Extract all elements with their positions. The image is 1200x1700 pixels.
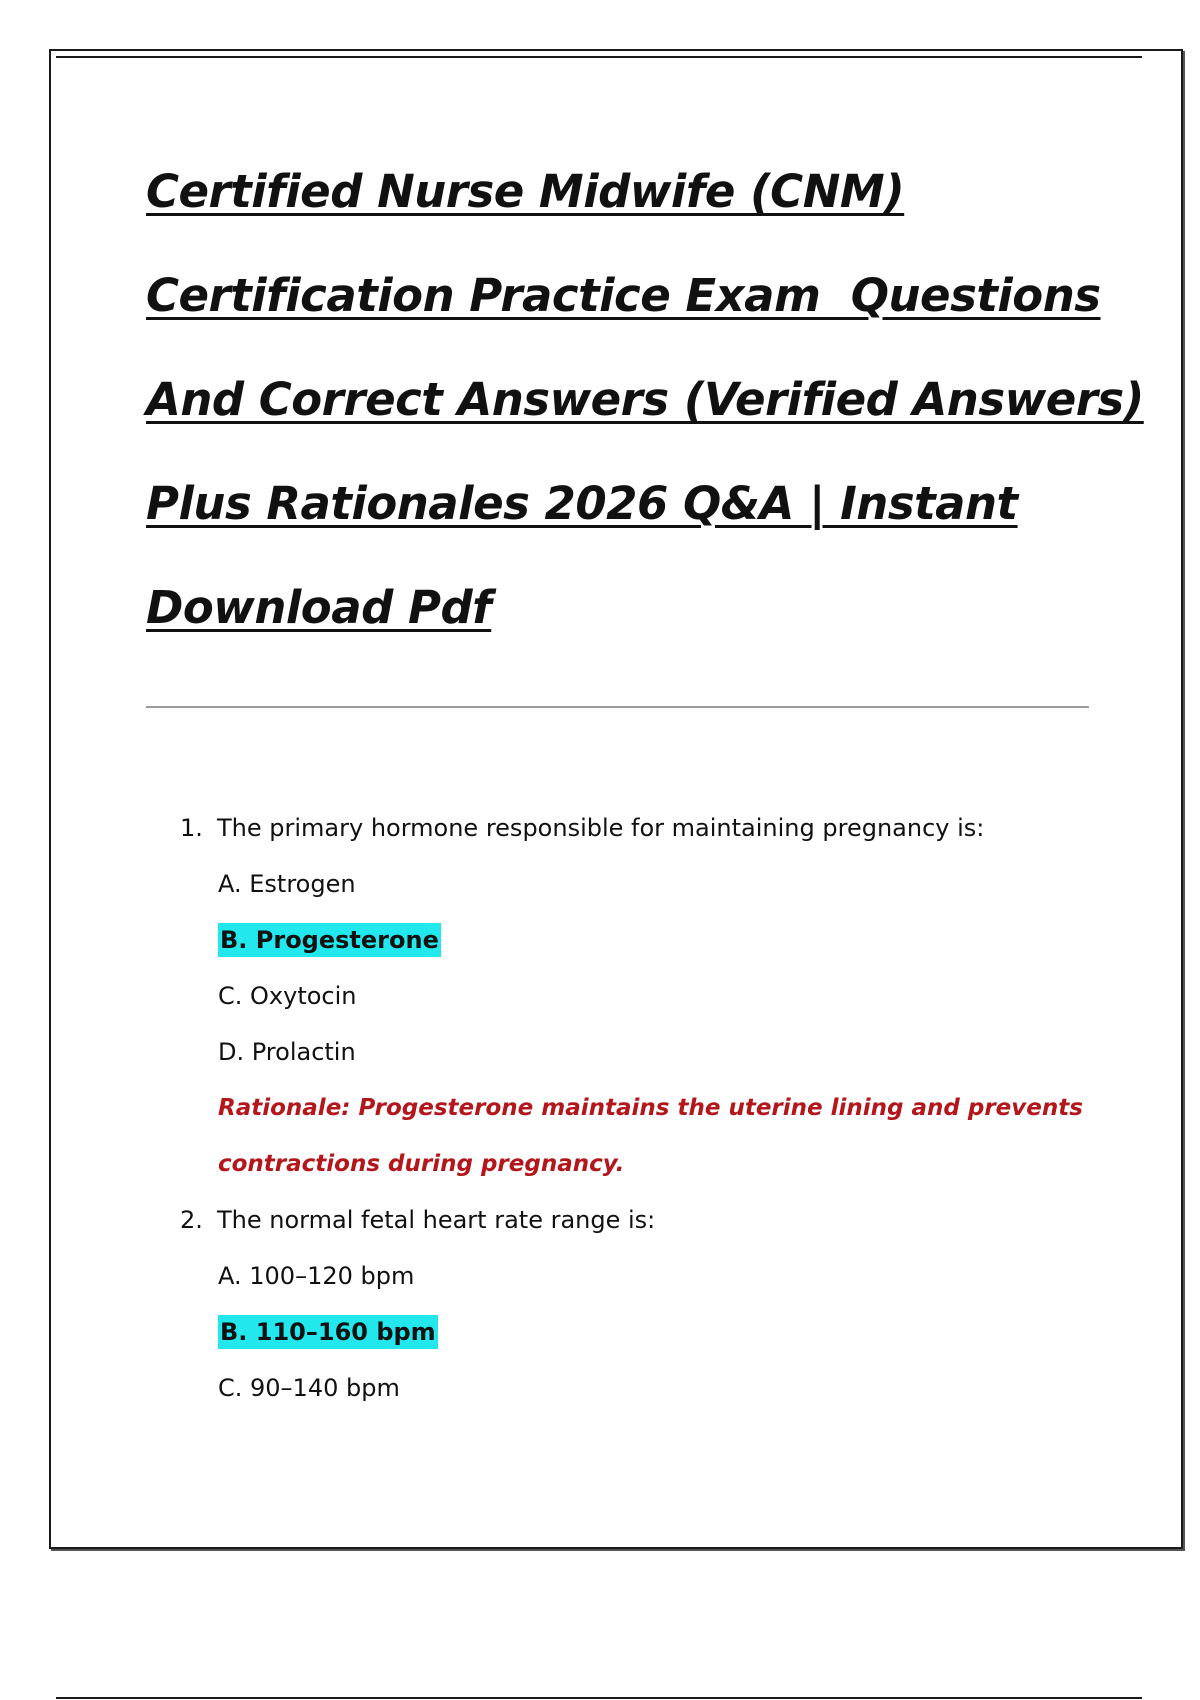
question-2-option-b-text: B. 110–160 bpm — [218, 1315, 438, 1349]
section-divider — [146, 706, 1089, 708]
question-1-option-a — [180, 856, 1100, 912]
title-line-1 — [146, 140, 1126, 244]
top-rule — [56, 56, 1142, 58]
title-line-3-text: And Correct Answers (Verified Answers) — [146, 373, 1144, 426]
question-1-option-d — [180, 1024, 1100, 1080]
question-1-option-d-text: D. Prolactin — [218, 1038, 356, 1066]
question-1-option-b-text: B. Progesterone — [218, 923, 441, 957]
title-line-2-text: Certification Practice Exam Questions — [146, 269, 1101, 322]
title-line-4-text: Plus Rationales 2026 Q&A | Instant — [146, 477, 1018, 530]
question-2-number: 2. — [180, 1206, 203, 1234]
question-list — [180, 800, 1100, 1416]
question-2 — [180, 1192, 1100, 1416]
question-2-option-a-text: A. 100–120 bpm — [218, 1262, 415, 1290]
question-1-stem — [180, 800, 1100, 856]
title-line-5-text: Download Pdf — [146, 581, 492, 634]
question-1-text: The primary hormone responsible for maintaining pregnancy is: — [217, 814, 985, 842]
title-line-4 — [146, 452, 1126, 556]
question-1-rationale-line-1: Rationale: Progesterone maintains the uterine lining and prevents — [218, 1095, 1083, 1121]
question-1-option-c — [180, 968, 1100, 1024]
next-page-top-rule — [56, 1697, 1142, 1699]
question-1-option-a-text: A. Estrogen — [218, 870, 356, 898]
question-1-rationale-line-2: contractions during pregnancy. — [218, 1151, 625, 1177]
question-1-number: 1. — [180, 814, 203, 842]
question-2-option-a — [180, 1248, 1100, 1304]
title-line-1-text: Certified Nurse Midwife (CNM) — [146, 165, 905, 218]
question-1 — [180, 800, 1100, 1192]
question-2-stem — [180, 1192, 1100, 1248]
document-title — [146, 140, 1144, 660]
question-2-option-c-text: C. 90–140 bpm — [218, 1374, 400, 1402]
question-2-option-b-correct — [180, 1304, 1100, 1360]
question-1-option-c-text: C. Oxytocin — [218, 982, 357, 1010]
question-2-text: The normal fetal heart rate range is: — [217, 1206, 656, 1234]
title-line-5 — [146, 556, 1126, 660]
title-line-3 — [146, 348, 1144, 452]
question-1-option-b-correct — [180, 912, 1100, 968]
title-line-2 — [146, 244, 1126, 348]
question-2-option-c — [180, 1360, 1100, 1416]
